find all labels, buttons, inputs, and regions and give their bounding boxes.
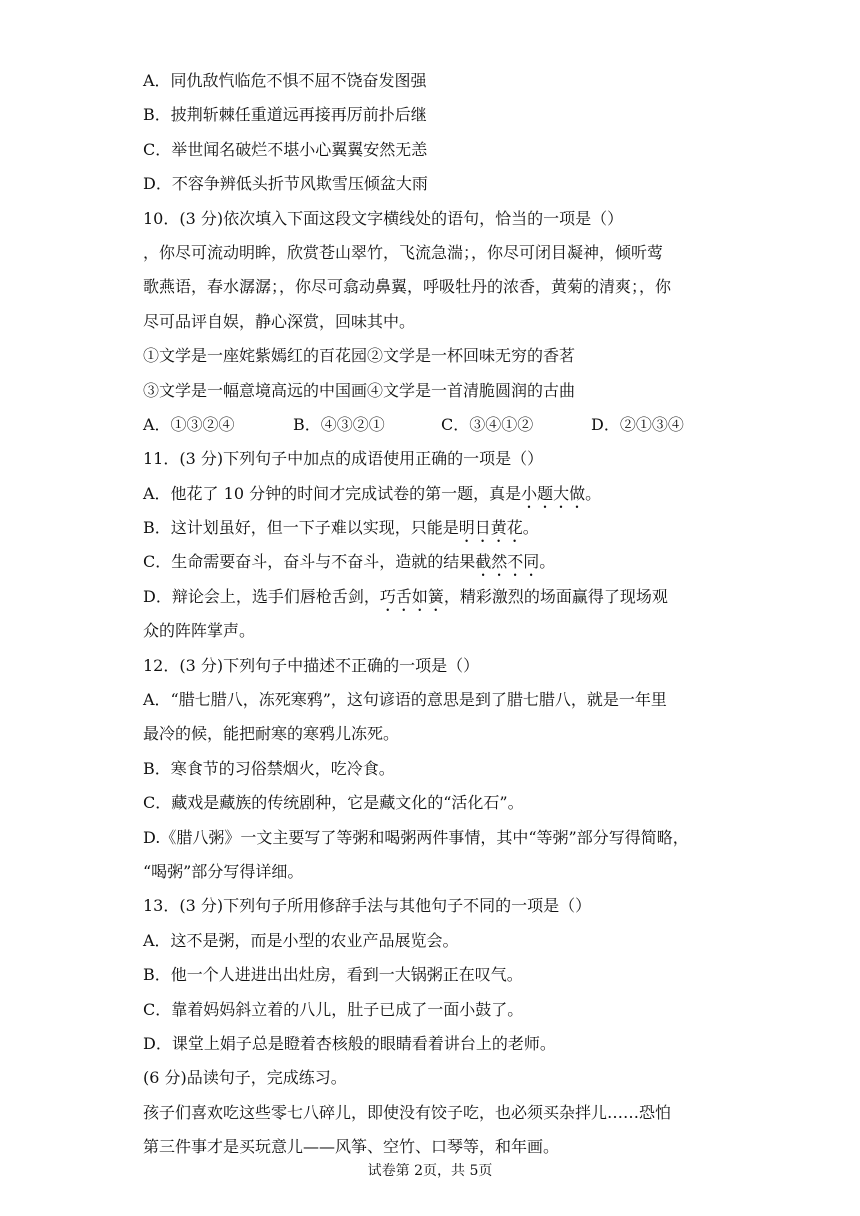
- option-text: 。: [522, 518, 539, 538]
- option-text: ，精彩激烈的场面赢得了现场观: [443, 586, 668, 606]
- page-footer: 试卷第 2页，共 5页: [367, 1163, 493, 1179]
- option-text: A．他花了 10 分钟的时间才完成试卷的第一题，真是: [143, 483, 522, 503]
- option-text: C．生命需要奋斗，奋斗与不奋斗，造就的结果: [143, 552, 476, 572]
- option-text: 。: [585, 483, 602, 503]
- dotted-idiom: 小题大做: [521, 483, 586, 503]
- option-text: D．辩论会上，选手们唇枪舌剑，: [143, 586, 380, 606]
- q12-line: C．藏戏是藏族的传统剧种，它是藏文化的“活化石”。: [143, 793, 524, 813]
- q14-stem: (6 分)品读句子，完成练习。: [143, 1068, 347, 1088]
- q13-stem: 13．(3 分)下列句子所用修辞手法与其他句子不同的一项是（）: [143, 896, 592, 916]
- q9-option-c: C．举世闻名破烂不堪小心翼翼安然无恙: [143, 139, 428, 159]
- q10-choices: [143, 408, 723, 442]
- q10-items-line: ③文学是一幅意境高远的中国画④文学是一首清脆圆润的古曲: [143, 380, 576, 400]
- q13-option-d: D．课堂上娟子总是瞪着杏核般的眼睛看着讲台上的老师。: [143, 1033, 556, 1053]
- q14-line: 孩子们喜欢吃这些零七八碎儿，即使没有饺子吃，也必须买杂拌儿……恐怕: [143, 1102, 672, 1122]
- q12-stem: 12．(3 分)下列句子中描述不正确的一项是（）: [143, 655, 480, 675]
- q13-option-c: C．靠着妈妈斜立着的八儿，肚子已成了一面小鼓了。: [143, 999, 524, 1019]
- dotted-idiom: 明日黄花: [458, 518, 523, 538]
- q10-choice-d: D．②①③④: [591, 414, 684, 434]
- q12-line: “喝粥”部分写得详细。: [143, 861, 304, 881]
- q9-option-b: B．披荆斩棘任重道远再接再厉前扑后继: [143, 105, 427, 125]
- q12-line: D.《腊八粥》一文主要写了等粥和喝粥两件事情，其中“等粥”部分写得简略，: [143, 827, 689, 847]
- q11-option-d: [143, 580, 723, 614]
- q10-items-line: ①文学是一座姹紫嫣红的百花园②文学是一杯回味无穷的香茗: [143, 346, 576, 366]
- q11-stem: 11．(3 分)下列句子中加点的成语使用正确的一项是（）: [143, 449, 544, 469]
- q11-option-c: [143, 545, 723, 579]
- option-text: B．这计划虽好，但一下子难以实现，只能是: [143, 518, 459, 538]
- q9-option-d: D．不容争辨低头折节风欺雪压倾盆大雨: [143, 174, 428, 194]
- q11-option-b: [143, 511, 723, 545]
- page-content: [143, 64, 723, 1165]
- q11-option-d-continued: 众的阵阵掌声。: [143, 621, 256, 641]
- q10-choice-a: A．①③②④: [143, 414, 235, 434]
- dotted-idiom: 截然不同: [475, 552, 540, 572]
- q13-option-b: B．他一个人进进出出灶房，看到一大锅粥正在叹气。: [143, 965, 523, 985]
- q10-passage-line: ，你尽可流动明眸，欣赏苍山翠竹，飞流急湍；，你尽可闭目凝神，倾听莺: [143, 242, 664, 262]
- q12-line: A．“腊七腊八，冻死寒鸦”，这句谚语的意思是到了腊七腊八，就是一年里: [143, 690, 667, 710]
- q10-choice-c: C．③④①②: [441, 414, 534, 434]
- q10-passage-line: 歌燕语，春水潺潺；，你尽可翕动鼻翼，呼吸牡丹的浓香，黄菊的清爽；，你: [143, 277, 672, 297]
- q11-option-a: [143, 477, 723, 511]
- q12-line: 最冷的候，能把耐寒的寒鸦儿冻死。: [143, 724, 400, 744]
- dotted-idiom: 巧舌如簧: [379, 586, 444, 606]
- q14-line: 第三件事才是买玩意儿——风筝、空竹、口琴等，和年画。: [143, 1137, 560, 1157]
- q10-stem: 10．(3 分)依次填入下面这段文字横线处的语句，恰当的一项是（）: [143, 208, 624, 228]
- q12-line: B．寒食节的习俗禁烟火，吃冷食。: [143, 758, 395, 778]
- q13-option-a: A．这不是粥，而是小型的农业产品展览会。: [143, 930, 459, 950]
- option-text: 。: [539, 552, 556, 572]
- q10-passage-line: 尽可品评自娱，静心深赏，回味其中。: [143, 311, 416, 331]
- q10-choice-b: B．④③②①: [293, 414, 385, 434]
- q9-option-a: A．同仇敌忾临危不惧不屈不饶奋发图强: [143, 71, 427, 90]
